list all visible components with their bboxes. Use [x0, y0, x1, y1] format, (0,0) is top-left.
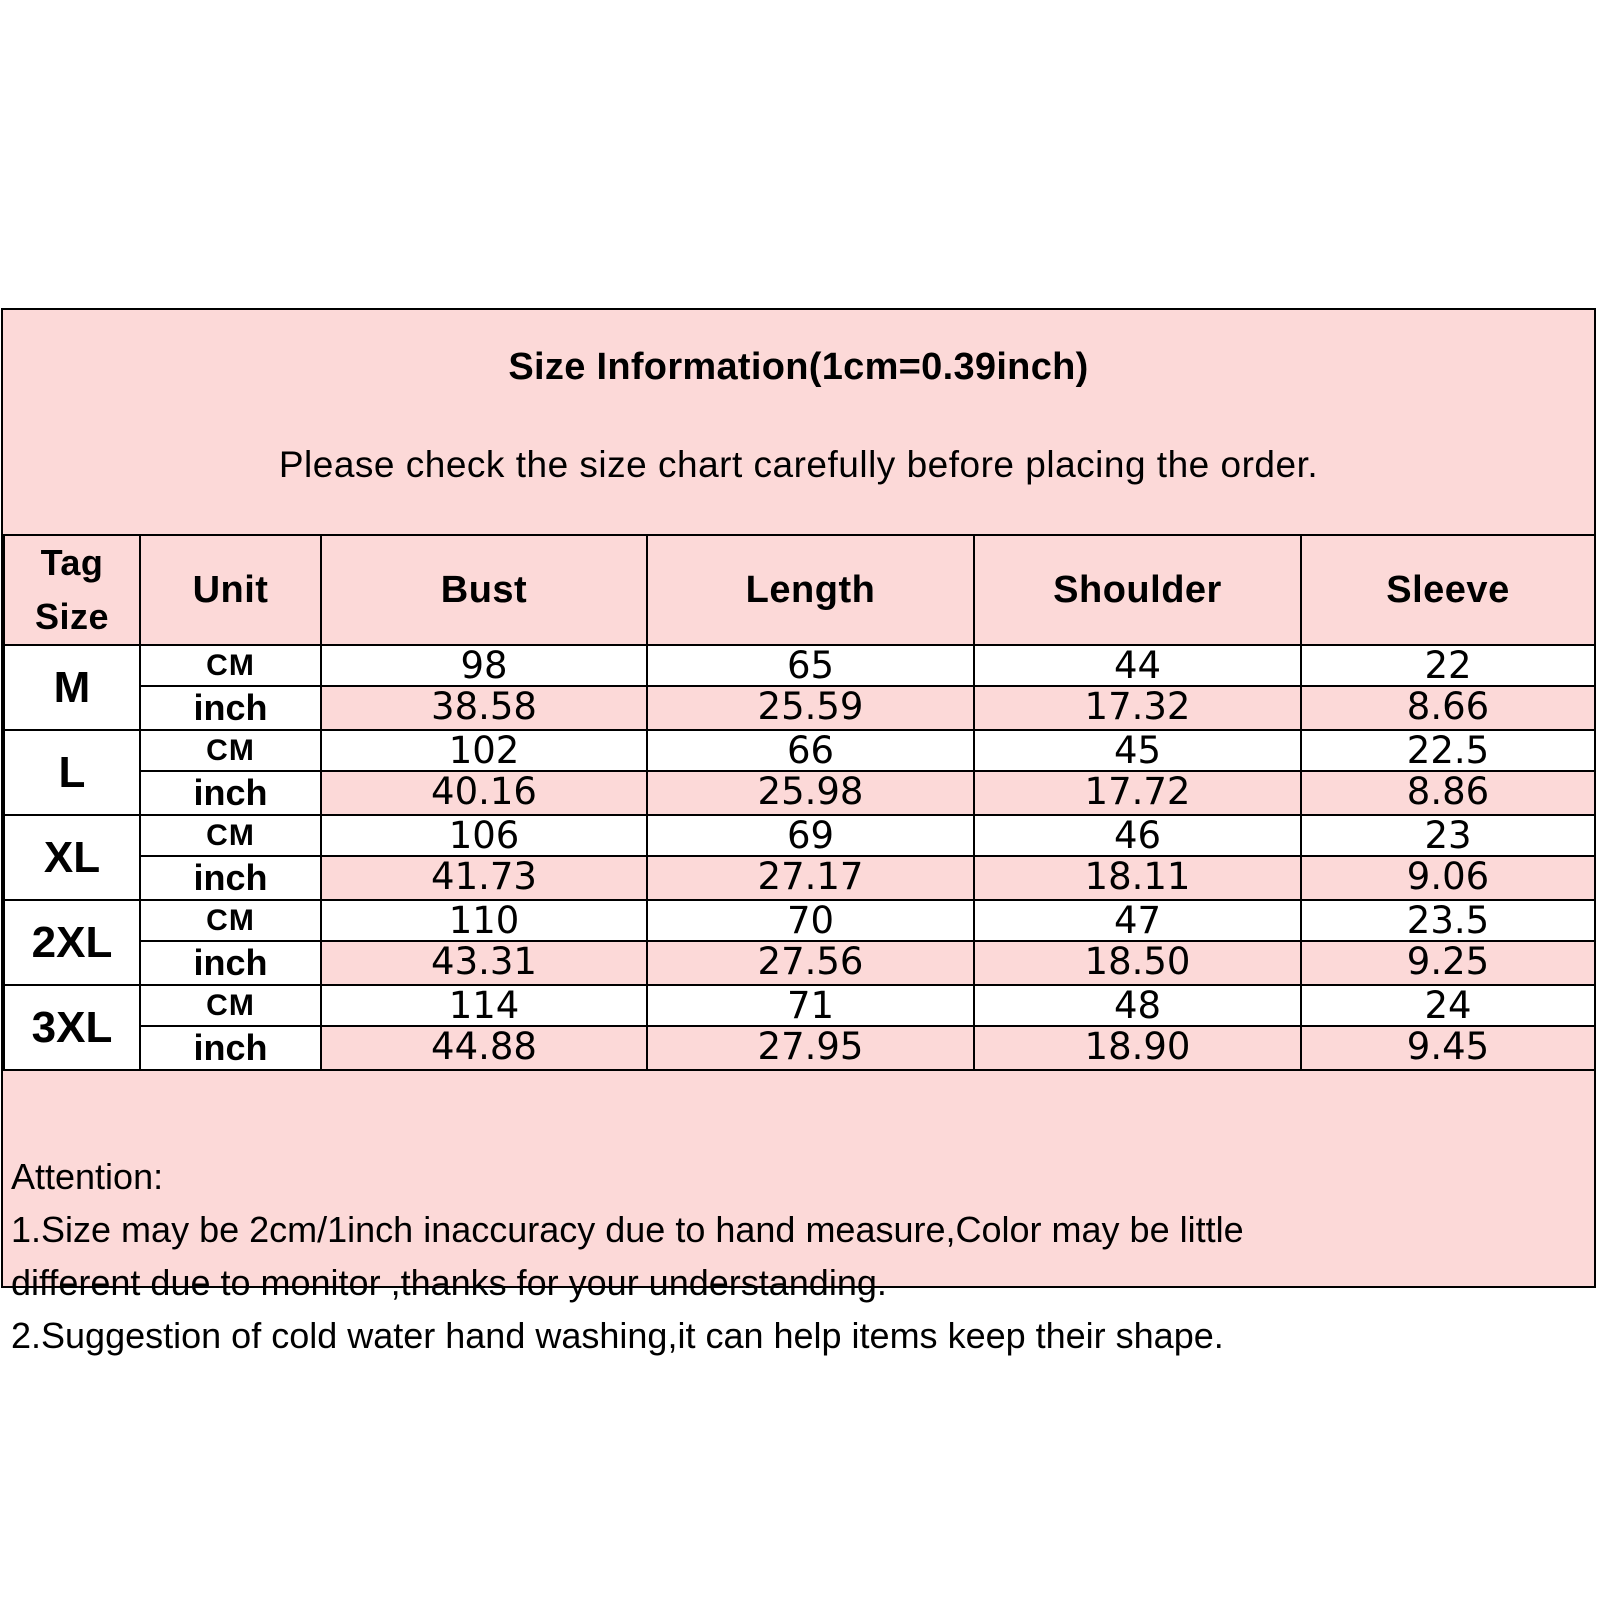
unit-cell: CM: [140, 815, 321, 856]
table-row: [4, 856, 1595, 900]
length-cell: 27.95: [647, 1026, 974, 1070]
length-cell: 27.56: [647, 941, 974, 985]
sleeve-cell: 22.5: [1301, 730, 1595, 771]
notes-heading: Attention:: [11, 1156, 164, 1197]
length-cell: 71: [647, 985, 974, 1026]
size-table: [3, 534, 1596, 1071]
header-bust: Bust: [321, 535, 647, 645]
bust-cell: 40.16: [321, 771, 647, 815]
header-shoulder: Shoulder: [974, 535, 1301, 645]
unit-cell: inch: [140, 856, 321, 900]
shoulder-cell: 46: [974, 815, 1301, 856]
size-label: XL: [4, 815, 140, 900]
table-row: [4, 771, 1595, 815]
sleeve-cell: 24: [1301, 985, 1595, 1026]
bust-cell: 102: [321, 730, 647, 771]
unit-cell: inch: [140, 771, 321, 815]
bust-cell: 110: [321, 900, 647, 941]
shoulder-cell: 18.50: [974, 941, 1301, 985]
shoulder-cell: 17.32: [974, 686, 1301, 730]
table-row: [4, 730, 1595, 771]
sleeve-cell: 23: [1301, 815, 1595, 856]
table-row: [4, 941, 1595, 985]
length-cell: 25.98: [647, 771, 974, 815]
unit-cell: CM: [140, 645, 321, 686]
bust-cell: 114: [321, 985, 647, 1026]
table-row: [4, 815, 1595, 856]
shoulder-cell: 48: [974, 985, 1301, 1026]
size-label: 2XL: [4, 900, 140, 985]
chart-subtitle: Please check the size chart carefully before placing the order.: [278, 444, 1319, 485]
table-row: [4, 900, 1595, 941]
header-tag-line1: Tag: [40, 542, 104, 583]
bust-cell: 106: [321, 815, 647, 856]
sleeve-cell: 8.86: [1301, 771, 1595, 815]
unit-cell: CM: [140, 900, 321, 941]
length-cell: 65: [647, 645, 974, 686]
notes-line-3: 2.Suggestion of cold water hand washing,it can help items keep their shape.: [11, 1315, 1224, 1356]
length-cell: 25.59: [647, 686, 974, 730]
bust-cell: 43.31: [321, 941, 647, 985]
sleeve-cell: 9.25: [1301, 941, 1595, 985]
attention-notes: [3, 1150, 1594, 1362]
shoulder-cell: 18.11: [974, 856, 1301, 900]
header-length: Length: [647, 535, 974, 645]
bust-cell: 38.58: [321, 686, 647, 730]
notes-line-1: 1.Size may be 2cm/1inch inaccuracy due to hand measure,Color may be little: [11, 1209, 1244, 1250]
header-tag-line2: Size: [34, 596, 110, 637]
table-row: [4, 1026, 1595, 1070]
notes-line-2: different due to monitor ,thanks for your understanding.: [11, 1262, 887, 1303]
sleeve-cell: 9.45: [1301, 1026, 1595, 1070]
size-label: L: [4, 730, 140, 815]
shoulder-cell: 18.90: [974, 1026, 1301, 1070]
table-row: [4, 985, 1595, 1026]
table-body: [4, 645, 1595, 1070]
sleeve-cell: 8.66: [1301, 686, 1595, 730]
bust-cell: 44.88: [321, 1026, 647, 1070]
shoulder-cell: 44: [974, 645, 1301, 686]
chart-title: Size Information(1cm=0.39inch): [508, 346, 1089, 388]
unit-cell: inch: [140, 686, 321, 730]
bust-cell: 41.73: [321, 856, 647, 900]
header-tag-size: [4, 535, 140, 645]
unit-cell: CM: [140, 730, 321, 771]
size-label: M: [4, 645, 140, 730]
bust-cell: 98: [321, 645, 647, 686]
header-sleeve: Sleeve: [1301, 535, 1595, 645]
table-header-row: [4, 535, 1595, 645]
shoulder-cell: 45: [974, 730, 1301, 771]
length-cell: 27.17: [647, 856, 974, 900]
unit-cell: CM: [140, 985, 321, 1026]
shoulder-cell: 47: [974, 900, 1301, 941]
shoulder-cell: 17.72: [974, 771, 1301, 815]
unit-cell: inch: [140, 941, 321, 985]
header-unit: Unit: [140, 535, 321, 645]
sleeve-cell: 22: [1301, 645, 1595, 686]
length-cell: 66: [647, 730, 974, 771]
sleeve-cell: 9.06: [1301, 856, 1595, 900]
table-row: [4, 686, 1595, 730]
table-row: [4, 645, 1595, 686]
size-chart: [1, 308, 1596, 1356]
chart-header: [3, 310, 1594, 534]
unit-cell: inch: [140, 1026, 321, 1070]
size-label: 3XL: [4, 985, 140, 1070]
sleeve-cell: 23.5: [1301, 900, 1595, 941]
length-cell: 69: [647, 815, 974, 856]
length-cell: 70: [647, 900, 974, 941]
